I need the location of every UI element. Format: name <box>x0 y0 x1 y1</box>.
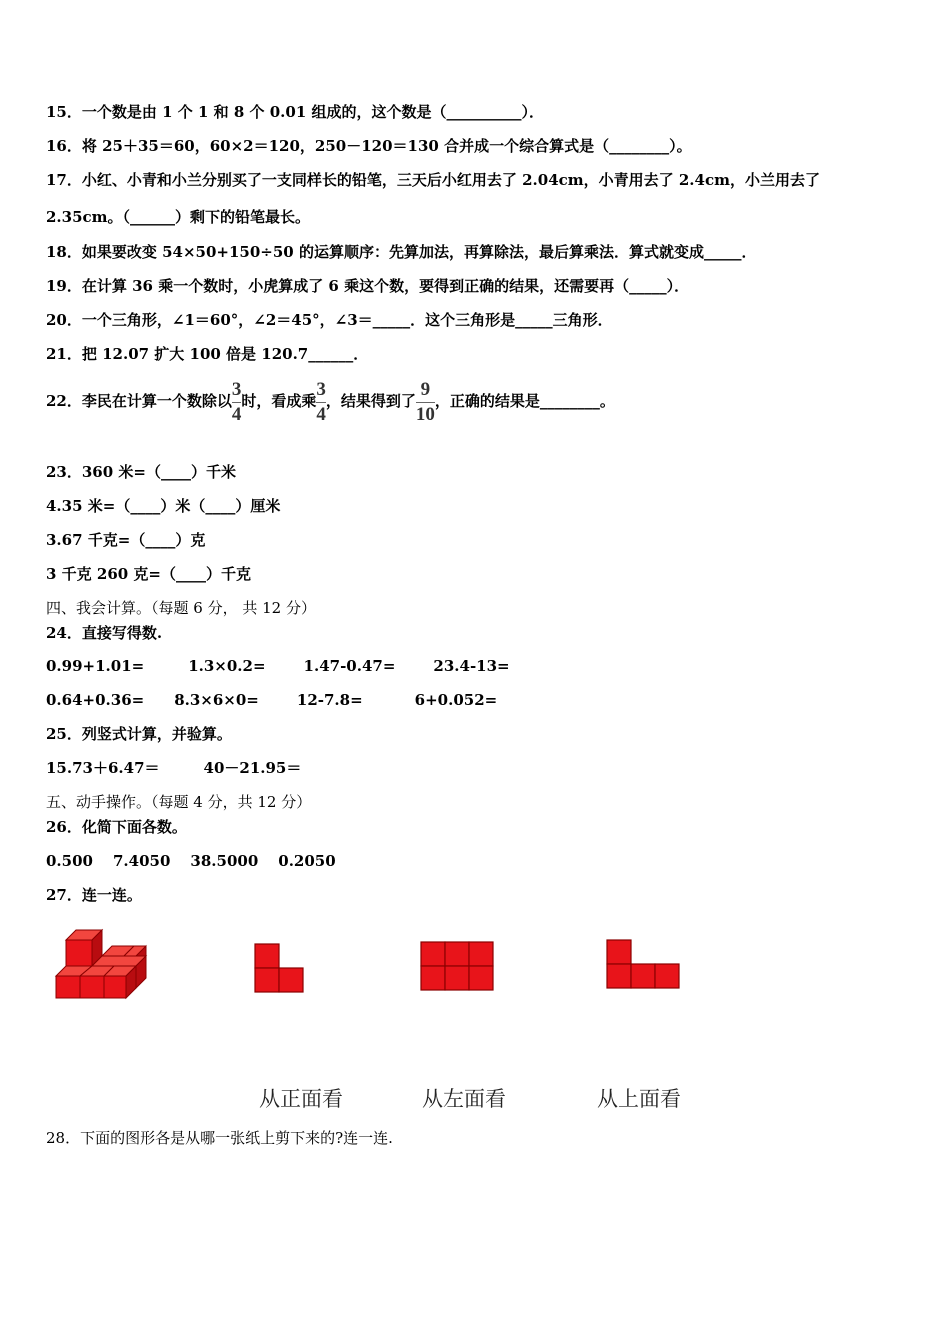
question-18: 18．如果要改变 54×50+150÷50 的运算顺序：先算加法，再算除法，最后算乘法．算式就变成_____． <box>46 243 757 261</box>
calc-item: 23.4-13= <box>433 657 510 675</box>
question-24: 24．直接写得数. <box>46 624 163 642</box>
question-26: 26．化简下面各数。 <box>46 818 187 836</box>
calc-row-2 <box>46 690 497 710</box>
fraction-2 <box>316 379 326 426</box>
view-label-top: 从上面看 <box>597 1087 681 1111</box>
q22-text-3: ，结果得到了 <box>325 392 416 410</box>
question-27: 27．连一连。 <box>46 886 142 904</box>
top-view-shape <box>607 940 679 988</box>
question-23-a: 23．360 米=（____）千米 <box>46 463 236 481</box>
number-item: 0.500 <box>46 852 93 870</box>
fraction-3 <box>416 379 435 426</box>
3d-cube-solid <box>56 930 146 998</box>
vertical-calc-row <box>46 758 301 778</box>
fraction-2-num: 3 <box>316 378 326 400</box>
question-17-line1: 17．小红、小青和小兰分别买了一支同样长的铅笔，三天后小红用去了 2.04cm，小青用去了 2.4cm，小兰用去了 <box>46 171 820 189</box>
calc-item: 1.3×0.2= <box>188 657 266 675</box>
calc-item: 0.99+1.01= <box>46 657 145 675</box>
question-19: 19．在计算 36 乘一个数时，小虎算成了 6 乘这个数，要得到正确的结果，还需要再（_____）． <box>46 277 690 295</box>
number-item: 38.5000 <box>190 852 259 870</box>
calc-item: 1.47-0.47= <box>303 657 396 675</box>
question-15: 15．一个数是由 1 个 1 和 8 个 0.01 组成的，这个数是（__________）． <box>46 103 544 121</box>
fraction-2-den: 4 <box>316 403 326 425</box>
question-23-d: 3 千克 260 克=（____）千克 <box>46 565 251 583</box>
question-23-b: 4.35 米=（____）米（____）厘米 <box>46 497 281 515</box>
number-item: 0.2050 <box>278 852 336 870</box>
question-17-line2: 2.35cm。（______）剩下的铅笔最长。 <box>46 208 311 226</box>
question-16: 16．将 25＋35＝60，60×2＝120，250－120＝130 合并成一个综合算式是（________）。 <box>46 137 692 155</box>
section-5-title: 五、动手操作。（每题 4 分，共 12 分） <box>46 793 312 811</box>
front-view-shape <box>255 944 303 992</box>
number-item: 7.4050 <box>112 852 171 870</box>
calc-item: 6+0.052= <box>414 691 498 709</box>
calc-item: 40－21.95＝ <box>203 759 302 777</box>
calc-item: 12-7.8= <box>296 691 363 709</box>
question-28: 28．下面的图形各是从哪一张纸上剪下来的?连一连. <box>46 1129 393 1147</box>
simplify-row <box>46 851 336 871</box>
fraction-1-num: 3 <box>231 378 242 400</box>
q22-text-1: 22．李民在计算一个数除以 <box>46 392 232 410</box>
calc-item: 0.64+0.36= <box>46 691 145 709</box>
fraction-1 <box>232 379 242 426</box>
fraction-3-num: 9 <box>420 378 431 400</box>
question-22 <box>46 378 615 426</box>
question-25: 25．列竖式计算，并验算。 <box>46 725 232 743</box>
fraction-1-den: 4 <box>231 403 242 425</box>
calc-row-1 <box>46 656 510 676</box>
view-label-left: 从左面看 <box>422 1087 506 1111</box>
left-view-shape <box>421 942 493 990</box>
calc-item: 15.73＋6.47＝ <box>46 759 160 777</box>
question-21: 21．把 12.07 扩大 100 倍是 120.7______． <box>46 345 369 363</box>
question-20: 20．一个三角形，∠1＝60°，∠2＝45°，∠3＝_____．这个三角形是_____三角形． <box>46 311 613 329</box>
q22-text-4: ，正确的结果是________。 <box>434 392 615 410</box>
view-label-front: 从正面看 <box>259 1087 343 1111</box>
cube-figures <box>0 926 950 1016</box>
fraction-3-den: 10 <box>415 403 435 425</box>
question-23-c: 3.67 千克=（____）克 <box>46 531 206 549</box>
q22-text-2: 时，看成乘 <box>241 392 317 410</box>
calc-item: 8.3×6×0= <box>174 691 259 709</box>
section-4-title: 四、我会计算。（每题 6 分， 共 12 分） <box>46 599 316 617</box>
